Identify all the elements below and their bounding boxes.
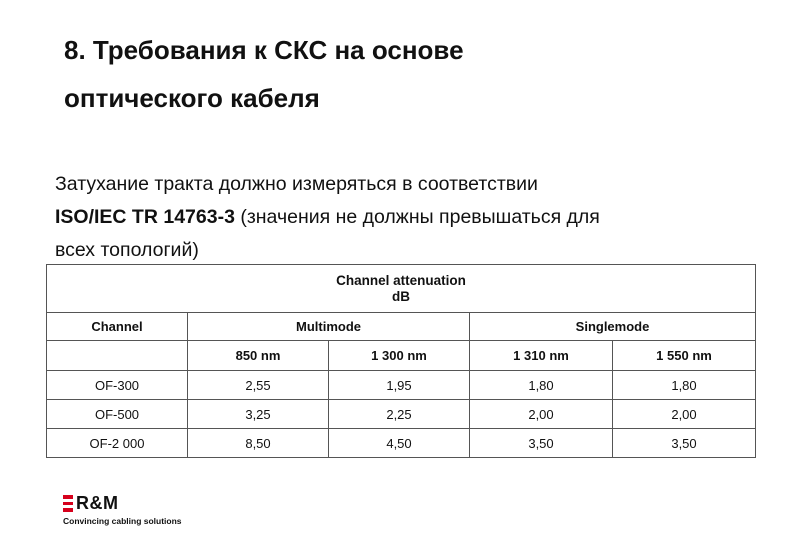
- value-cell: 4,50: [329, 429, 470, 458]
- slide-title-line-2: оптического кабеля: [64, 83, 320, 113]
- slide-title-line-1: 8. Требования к СКС на основе: [64, 35, 464, 65]
- value-cell: 2,55: [188, 371, 329, 400]
- value-cell: 1,95: [329, 371, 470, 400]
- standard-reference: ISO/IEC TR 14763-3: [55, 206, 235, 228]
- table-caption-line-1: Channel attenuation: [336, 272, 466, 288]
- table-row: [47, 371, 756, 400]
- channel-cell: OF-2 000: [47, 429, 188, 458]
- header-singlemode: Singlemode: [470, 313, 756, 341]
- header-multimode: Multimode: [188, 313, 470, 341]
- channel-cell: OF-500: [47, 400, 188, 429]
- table-header-row: [47, 313, 756, 341]
- header-wavelength: 1 310 nm: [470, 341, 613, 371]
- company-logo: [63, 494, 213, 528]
- slide-title: [64, 26, 764, 122]
- body-line-3: всех топологий): [55, 239, 199, 261]
- attenuation-table-container: [46, 264, 755, 458]
- attenuation-table: [46, 264, 756, 458]
- value-cell: 2,00: [613, 400, 756, 429]
- table-row: [47, 400, 756, 429]
- table-row: [47, 429, 756, 458]
- value-cell: 3,50: [613, 429, 756, 458]
- header-empty-cell: [47, 341, 188, 371]
- header-channel: Channel: [47, 313, 188, 341]
- value-cell: 2,00: [470, 400, 613, 429]
- logo-stripes-icon: [63, 495, 73, 512]
- value-cell: 8,50: [188, 429, 329, 458]
- table-wavelength-row: [47, 341, 756, 371]
- value-cell: 3,25: [188, 400, 329, 429]
- body-line-2: [55, 201, 775, 234]
- table-caption: [47, 265, 756, 313]
- value-cell: 3,50: [470, 429, 613, 458]
- value-cell: 1,80: [613, 371, 756, 400]
- value-cell: 2,25: [329, 400, 470, 429]
- logo-name: R&M: [76, 493, 119, 513]
- header-wavelength: 1 550 nm: [613, 341, 756, 371]
- table-caption-row: [47, 265, 756, 313]
- channel-cell: OF-300: [47, 371, 188, 400]
- header-wavelength: 1 300 nm: [329, 341, 470, 371]
- value-cell: 1,80: [470, 371, 613, 400]
- logo-tagline: Convincing cabling solutions: [63, 516, 182, 526]
- slide-body-text: [55, 168, 775, 267]
- body-line-1: Затухание тракта должно измеряться в соответствии: [55, 173, 538, 195]
- body-line-2-rest: (значения не должны превышаться для: [234, 206, 600, 228]
- header-wavelength: 850 nm: [188, 341, 329, 371]
- table-caption-line-2: dB: [392, 288, 410, 304]
